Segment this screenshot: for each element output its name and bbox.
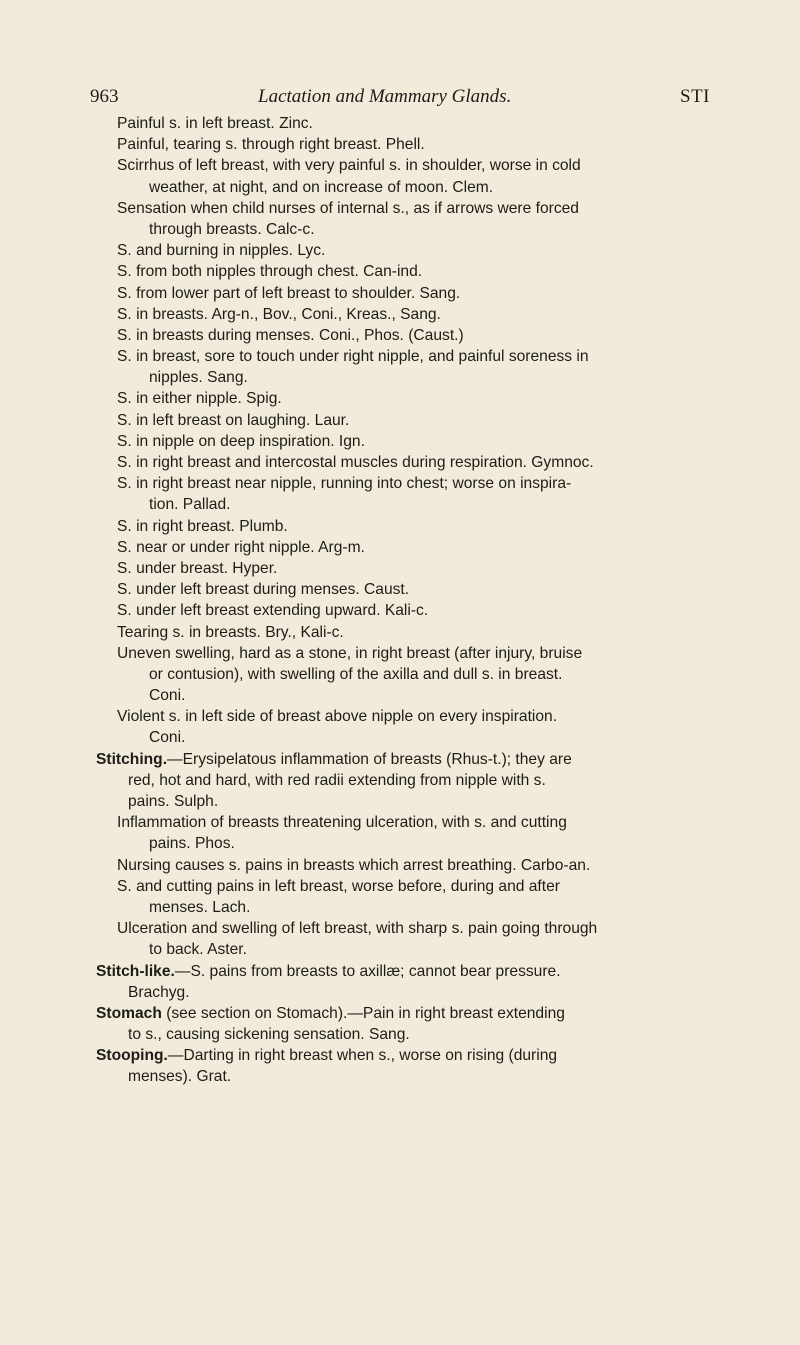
sub-entry	[0, 325, 800, 346]
entry-line	[96, 749, 800, 770]
entry-text: S. in nipple on deep inspiration. Ign.	[117, 432, 365, 450]
entry-line	[117, 113, 800, 134]
entry-line	[117, 833, 800, 854]
sub-entry	[0, 558, 800, 579]
entry-line	[117, 410, 800, 431]
entry-line	[96, 770, 800, 791]
sub-entry	[0, 304, 800, 325]
entry-line	[117, 918, 800, 939]
entry-line	[117, 600, 800, 621]
entry-line	[117, 283, 800, 304]
entry-text: to s., causing sickening sensation. Sang.	[128, 1026, 410, 1044]
sub-entry	[0, 600, 800, 621]
entry-line	[117, 494, 800, 515]
sub-entry	[0, 431, 800, 452]
entry-line	[117, 198, 800, 219]
entry-text: Violent s. in left side of breast above nipple on every inspiration.	[117, 708, 558, 726]
sub-entry	[0, 113, 800, 134]
entry-text: S. and cutting pains in left breast, worse before, during and after	[117, 877, 560, 895]
entry-line	[96, 982, 800, 1003]
entry-text: or contusion), with swelling of the axilla and dull s. in breast.	[149, 665, 563, 683]
entry-text: S. from lower part of left breast to shoulder. Sang.	[117, 284, 461, 302]
entry-text: S. in breast, sore to touch under right nipple, and painful soreness in	[117, 348, 589, 366]
entry-text: (see section on Stomach).—Pain in right breast extending	[161, 1004, 565, 1022]
entry-text: menses. Lach.	[149, 898, 251, 916]
entry-text: pains. Phos.	[149, 835, 235, 853]
entry-text: S. under left breast during menses. Caust.	[117, 581, 410, 599]
entry-line	[117, 897, 800, 918]
entry-text: Coni.	[149, 687, 186, 705]
entry-line	[117, 516, 800, 537]
entry-text: Ulceration and swelling of left breast, with sharp s. pain going through	[117, 920, 598, 938]
entry-text: tion. Pallad.	[149, 496, 231, 514]
entry-line	[117, 537, 800, 558]
entry-text: S. under breast. Hyper.	[117, 559, 278, 577]
entry-line	[117, 855, 800, 876]
sub-entry	[0, 240, 800, 261]
section-code: STI	[680, 86, 710, 107]
sub-entry	[0, 261, 800, 282]
sub-entry	[0, 452, 800, 473]
sub-entry	[0, 876, 800, 918]
entry-line	[117, 685, 800, 706]
running-header	[90, 86, 710, 116]
entry-line	[117, 473, 800, 494]
entry-text: Painful s. in left breast. Zinc.	[117, 115, 313, 132]
sub-entry	[0, 812, 800, 854]
entry-line	[117, 622, 800, 643]
entry-line	[117, 579, 800, 600]
rubric-head: Stomach	[96, 1004, 162, 1022]
rubric-entry	[0, 961, 800, 1003]
entry-line	[117, 388, 800, 409]
sub-entry	[0, 918, 800, 960]
entry-text: Uneven swelling, hard as a stone, in right breast (after injury, bruise	[117, 644, 583, 662]
entry-text: pains. Sulph.	[128, 793, 219, 810]
sub-entry	[0, 706, 800, 748]
entry-text: S. in right breast and intercostal muscles during respiration. Gymnoc.	[117, 454, 594, 471]
chapter-title: Lactation and Mammary Glands.	[258, 86, 512, 107]
entry-line	[96, 1024, 800, 1045]
entry-line	[96, 1066, 800, 1087]
entry-text: S. and burning in nipples. Lyc.	[117, 242, 326, 260]
entry-text: S. in left breast on laughing. Laur.	[117, 411, 350, 429]
entry-line	[117, 452, 800, 473]
entry-line	[117, 431, 800, 452]
rubric-head: Stitching.	[96, 750, 168, 768]
entry-line	[117, 558, 800, 579]
entry-line	[117, 155, 800, 176]
entry-text: Sensation when child nurses of internal s., as if arrows were forced	[117, 199, 579, 217]
entry-line	[117, 812, 800, 833]
entry-line	[96, 791, 800, 812]
entry-line	[117, 727, 800, 748]
entry-line	[117, 325, 800, 346]
page-number: 963	[90, 86, 119, 107]
entry-line	[117, 177, 800, 198]
entry-line	[117, 134, 800, 155]
sub-entry	[0, 134, 800, 155]
sub-entry	[0, 855, 800, 876]
sub-entry	[0, 283, 800, 304]
sub-entry	[0, 643, 800, 707]
entry-text: S. in right breast near nipple, running into chest; worse on inspira-	[117, 475, 572, 493]
entry-text: Coni.	[149, 729, 186, 747]
entry-text: to back. Aster.	[149, 941, 247, 959]
entry-text: red, hot and hard, with red radii extending from nipple with s.	[128, 771, 546, 789]
entry-line	[117, 643, 800, 664]
entry-text: S. in breasts. Arg-n., Bov., Coni., Kreas., Sang.	[117, 305, 441, 323]
entry-line	[96, 1003, 800, 1024]
sub-entry	[0, 198, 800, 240]
sub-entry	[0, 622, 800, 643]
entry-text: S. in breasts during menses. Coni., Phos. (Caust.)	[117, 326, 464, 344]
rubric-entry	[0, 1045, 800, 1087]
entry-line	[117, 219, 800, 240]
entry-text: through breasts. Calc-c.	[149, 220, 315, 238]
entry-line	[117, 939, 800, 960]
entry-text: —Darting in right breast when s., worse on rising (during	[167, 1047, 558, 1065]
rubric-head: Stitch-like.	[96, 962, 175, 980]
rubric-head: Stooping.	[96, 1047, 168, 1065]
entry-text: S. in right breast. Plumb.	[117, 517, 288, 535]
entry-text: Scirrhus of left breast, with very painful s. in shoulder, worse in cold	[117, 157, 581, 175]
sub-entry	[0, 346, 800, 388]
entry-text: Tearing s. in breasts. Bry., Kali-c.	[117, 623, 344, 641]
entry-line	[117, 261, 800, 282]
entry-line	[117, 240, 800, 261]
sub-entry	[0, 537, 800, 558]
entry-text: S. in either nipple. Spig.	[117, 390, 282, 408]
entry-line	[117, 304, 800, 325]
entry-text: Brachyg.	[128, 983, 190, 1001]
entry-text: —Erysipelatous inflammation of breasts (Rhus-t.); they are	[167, 750, 572, 768]
entry-text: nipples. Sang.	[149, 369, 248, 387]
entry-line	[96, 1045, 800, 1066]
entry-text: Inflammation of breasts threatening ulceration, with s. and cutting	[117, 814, 567, 832]
entry-text: weather, at night, and on increase of moon. Clem.	[149, 178, 494, 196]
entry-line	[96, 961, 800, 982]
entry-text: Painful, tearing s. through right breast. Phell.	[117, 136, 425, 154]
entry-line	[117, 367, 800, 388]
entry-line	[117, 706, 800, 727]
entry-line	[117, 664, 800, 685]
rubric-entry	[0, 749, 800, 813]
entry-line	[117, 876, 800, 897]
sub-entry	[0, 579, 800, 600]
page-body	[0, 113, 800, 1088]
entry-text: Nursing causes s. pains in breasts which arrest breathing. Carbo-an.	[117, 856, 591, 874]
sub-entry	[0, 516, 800, 537]
entry-text: —S. pains from breasts to axillæ; cannot bear pressure.	[174, 962, 561, 980]
sub-entry	[0, 410, 800, 431]
sub-entry	[0, 155, 800, 197]
sub-entry	[0, 473, 800, 515]
rubric-entry	[0, 1003, 800, 1045]
entry-text: S. under left breast extending upward. Kali-c.	[117, 602, 429, 620]
sub-entry	[0, 388, 800, 409]
entry-text: S. from both nipples through chest. Can-ind.	[117, 263, 423, 281]
entry-text: S. near or under right nipple. Arg-m.	[117, 538, 365, 556]
entry-text: menses). Grat.	[128, 1068, 232, 1086]
entry-line	[117, 346, 800, 367]
